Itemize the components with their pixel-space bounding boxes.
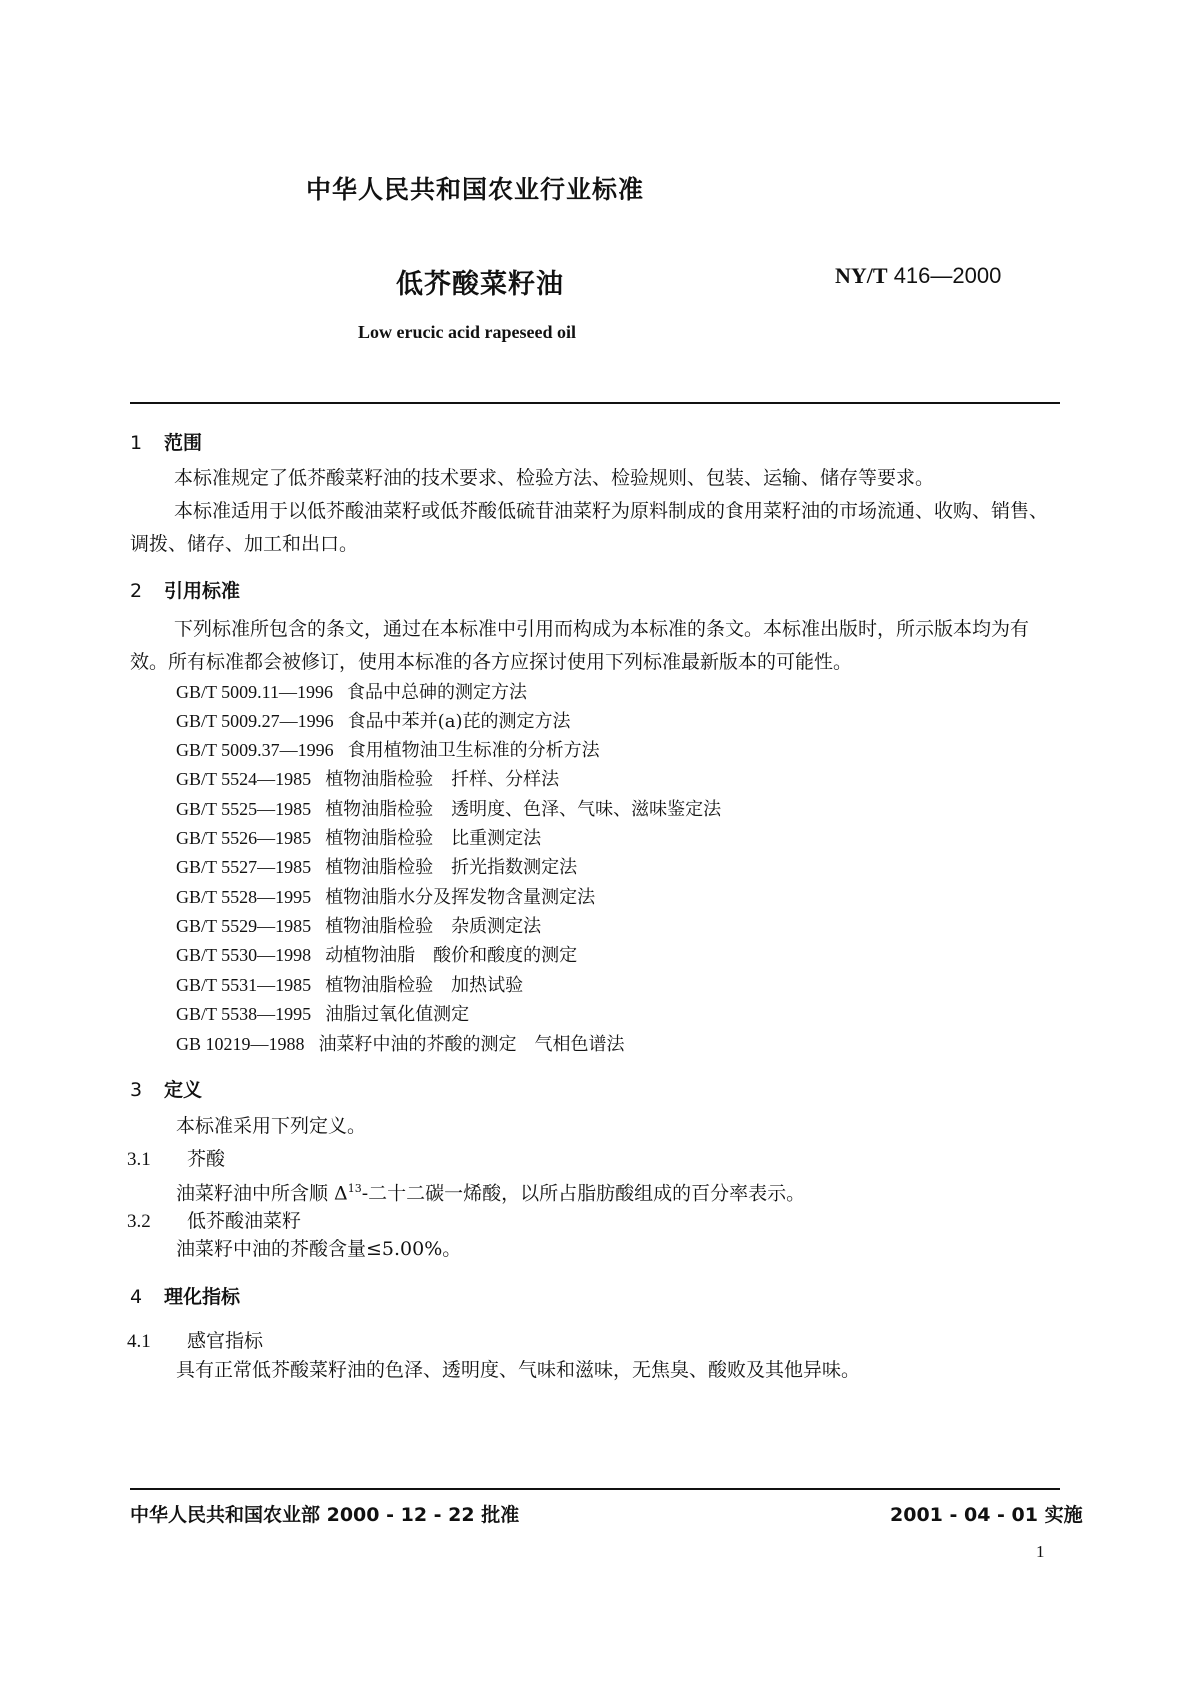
standard-number-value: 416—2000 <box>893 263 1002 288</box>
reference-title: 植物油脂检验 比重测定法 <box>325 828 542 849</box>
section-number: 4 <box>130 1286 143 1308</box>
reference-code: GB/T 5530—1998 <box>176 945 312 965</box>
definition-text-part: 油菜籽油中所含顺 Δ <box>176 1182 348 1205</box>
section-title: 定义 <box>164 1079 203 1101</box>
reference-title: 食用植物油卫生标准的分析方法 <box>347 740 600 761</box>
subsection-term: 感官指标 <box>187 1330 264 1352</box>
section-number: 2 <box>130 580 143 602</box>
reference-item <box>176 971 523 997</box>
reference-item <box>176 853 577 879</box>
definition-3-2-heading <box>127 1206 301 1233</box>
reference-code: GB/T 5524—1985 <box>176 769 312 789</box>
sensory-indicator-text: 具有正常低芥酸菜籽油的色泽、透明度、气味和滋味，无焦臭、酸败及其他异味。 <box>176 1359 861 1381</box>
section-number: 3 <box>130 1079 143 1101</box>
standard-number <box>835 263 1001 289</box>
document-title: 低芥酸菜籽油 <box>396 269 564 300</box>
reference-code: GB/T 5009.37—1996 <box>176 740 334 760</box>
section-1-heading <box>130 428 202 455</box>
reference-item <box>176 824 541 850</box>
reference-title: 食品中苯并(a)芘的测定方法 <box>347 711 571 732</box>
approval-line: 中华人民共和国农业部 2000 - 12 - 22 批准 <box>130 1504 520 1526</box>
reference-item <box>176 912 541 938</box>
subsection-term: 芥酸 <box>187 1148 226 1170</box>
reference-item <box>176 795 721 821</box>
reference-title: 植物油脂检验 扦样、分样法 <box>325 769 560 790</box>
scope-paragraph-1: 本标准规定了低芥酸菜籽油的技术要求、检验方法、检验规则、包装、运输、储存等要求。 <box>174 467 935 489</box>
reference-code: GB/T 5528—1995 <box>176 887 312 907</box>
subsection-number: 4.1 <box>127 1331 151 1352</box>
section-number: 1 <box>130 432 143 454</box>
reference-title: 植物油脂检验 加热试验 <box>325 975 524 996</box>
definition-3-1-heading <box>127 1144 225 1171</box>
definition-3-1-text <box>176 1172 805 1210</box>
reference-code: GB/T 5526—1985 <box>176 828 312 848</box>
section-2-heading <box>130 576 240 603</box>
reference-item <box>176 1030 625 1056</box>
reference-code: GB/T 5531—1985 <box>176 975 312 995</box>
standard-prefix: NY/T <box>835 263 888 288</box>
section-4-heading <box>130 1282 240 1309</box>
definition-3-2-text: 油菜籽中油的芥酸含量≤5.00%。 <box>176 1238 462 1260</box>
definition-text-part: -二十二碳一烯酸，以所占脂肪酸组成的百分率表示。 <box>361 1182 806 1205</box>
reference-title: 植物油脂检验 杂质测定法 <box>325 916 542 937</box>
page-number: 1 <box>1036 1542 1045 1561</box>
subsection-number: 3.2 <box>127 1211 151 1232</box>
reference-code: GB/T 5009.11—1996 <box>176 682 334 702</box>
subsection-4-1-heading <box>127 1326 263 1353</box>
reference-code: GB/T 5525—1985 <box>176 799 312 819</box>
reference-code: GB/T 5538—1995 <box>176 1004 312 1024</box>
subsection-term: 低芥酸油菜籽 <box>187 1210 302 1232</box>
reference-item <box>176 707 570 733</box>
reference-item <box>176 765 559 791</box>
reference-item <box>176 678 527 704</box>
reference-code: GB/T 5527—1985 <box>176 857 312 877</box>
header-divider <box>130 402 1060 404</box>
reference-item <box>176 736 600 762</box>
section-title: 理化指标 <box>164 1286 241 1308</box>
english-title: Low erucic acid rapeseed oil <box>358 322 576 342</box>
reference-title: 动植物油脂 酸价和酸度的测定 <box>325 945 578 966</box>
scope-paragraph-2: 本标准适用于以低芥酸油菜籽或低芥酸低硫苷油菜籽为原料制成的食用菜籽油的市场流通、收购、销售、调拨、储存、加工和出口。 <box>130 500 1049 555</box>
section-title: 范围 <box>164 432 203 454</box>
issuer-heading: 中华人民共和国农业行业标准 <box>306 175 645 204</box>
section-3-heading <box>130 1075 202 1102</box>
reference-code: GB/T 5529—1985 <box>176 916 312 936</box>
effective-date-line: 2001 - 04 - 01 实施 <box>890 1504 1083 1526</box>
reference-code: GB 10219—1988 <box>176 1034 305 1054</box>
reference-title: 食品中总砷的测定方法 <box>347 682 528 703</box>
reference-title: 植物油脂水分及挥发物含量测定法 <box>325 887 596 908</box>
reference-title: 油菜籽中油的芥酸的测定 气相色谱法 <box>318 1034 625 1055</box>
definitions-intro: 本标准采用下列定义。 <box>176 1115 367 1137</box>
reference-item <box>176 941 577 967</box>
reference-item <box>176 883 595 909</box>
reference-title: 植物油脂检验 透明度、色泽、气味、滋味鉴定法 <box>325 799 722 820</box>
reference-title: 油脂过氧化值测定 <box>325 1004 470 1025</box>
superscript: 13 <box>347 1182 362 1195</box>
section-title: 引用标准 <box>164 580 241 602</box>
reference-title: 植物油脂检验 折光指数测定法 <box>325 857 578 878</box>
reference-code: GB/T 5009.27—1996 <box>176 711 334 731</box>
reference-item <box>176 1000 469 1026</box>
subsection-number: 3.1 <box>127 1149 151 1170</box>
footer-divider <box>130 1488 1060 1490</box>
references-intro: 下列标准所包含的条文，通过在本标准中引用而构成为本标准的条文。本标准出版时，所示版本均为有效。所有标准都会被修订，使用本标准的各方应探讨使用下列标准最新版本的可能性。 <box>130 618 1030 673</box>
